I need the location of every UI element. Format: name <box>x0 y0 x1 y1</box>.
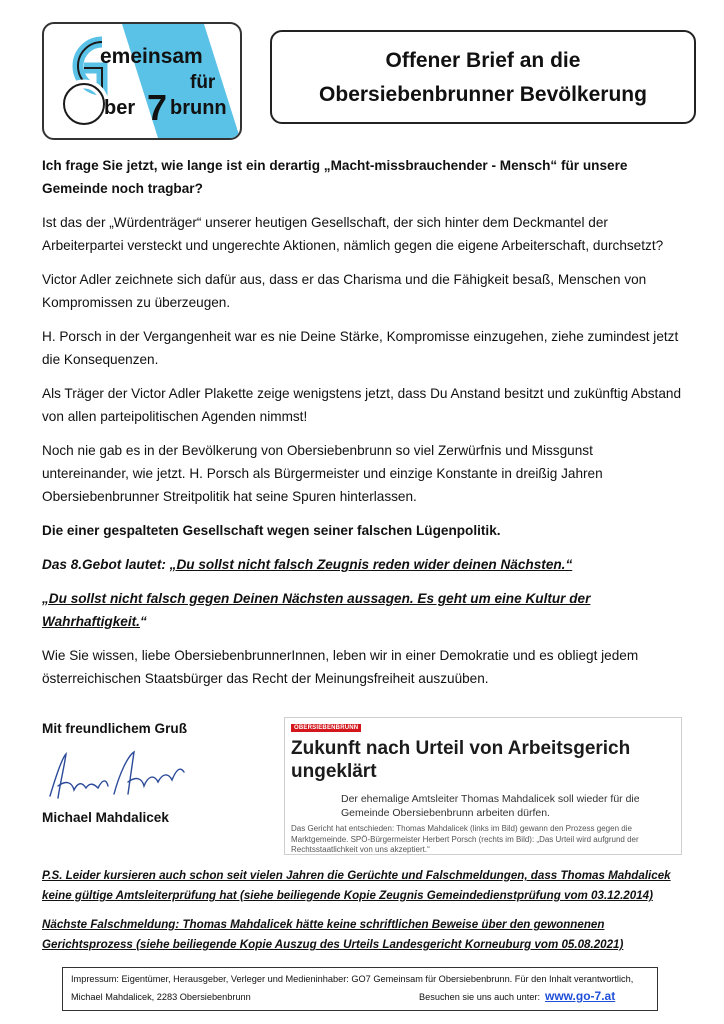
news-lead: Der ehemalige Amtsleiter Thomas Mahdalicek soll wieder für die Gemeinde Obersiebenbrunn arbeiten dürfen. <box>341 793 640 819</box>
signature-stroke-second <box>114 752 184 794</box>
paragraph-plakette: Als Träger der Victor Adler Plakette zeige wenigstens jetzt, dass Du Anstand besitzt und zukünftig Abstand von allen parteipolitischen Agenden nimmst! <box>42 386 682 424</box>
paragraph-demokratie: Wie Sie wissen, liebe ObersiebenbrunnerInnen, leben wir in einer Demokratie und es obliegt jedem österreichischen Staatsbürger das Recht der Meinungsfreiheit auszuüben. <box>42 648 639 686</box>
letter-body <box>42 154 682 701</box>
handwritten-signature <box>42 746 192 809</box>
paragraph-wahrhaftigkeit <box>42 587 682 633</box>
logo-blue-band <box>122 24 240 138</box>
logo-word-brunn: brunn <box>170 97 227 119</box>
wahrhaftigkeit-quote: „Du sollst nicht falsch gegen Deinen Nächsten aussagen. Es geht um eine Kultur der Wahrhaftigkeit. <box>42 591 591 629</box>
news-headline: Zukunft nach Urteil von Arbeitsgerich ungeklärt <box>291 738 631 782</box>
gebot-quote: „Du sollst nicht falsch Zeugnis reden wider deinen Nächsten.“ <box>169 557 573 572</box>
paragraph-porsch-kompromisse: H. Porsch in der Vergangenheit war es nie Deine Stärke, Kompromisse einzugehen, ziehe zumindest jetzt die Konsequenzen. <box>42 329 679 367</box>
paragraph-question: Ich frage Sie jetzt, wie lange ist ein derartig „Macht-missbrauchender - Mensch“ für unsere Gemeinde noch tragbar? <box>42 158 628 196</box>
paragraph-victor-adler: Victor Adler zeichnete sich dafür aus, dass er das Charisma und die Fähigkeit besaß, Menschen von Kompromissen zu überzeugen. <box>42 272 647 310</box>
title-line-2: Obersiebenbrunner Bevölkerung <box>319 83 647 106</box>
paragraph-zerwuerfnis: Noch nie gab es in der Bevölkerung von Obersiebenbrunn so viel Zerwürfnis und Missgunst untereinander, wie jetzt. H. Porsch als Bürgermeister und einzige Konstante in dreißig Jahren Obersiebenbrunner Streitpolitik hat seine Spuren hinterlassen. <box>42 443 603 504</box>
news-caption: Das Gericht hat entschieden: Thomas Mahdalicek (links im Bild) gewann den Prozess gegen die Marktgemeinde. SPÖ-Bürgermeister Herbert Porsch (rechts im Bild): „Das Urteil wird aufgrund der Rechtsstaatlichkeit von uns akzeptiert.“ <box>291 824 639 854</box>
impressum-line-1: Impressum: Eigentümer, Herausgeber, Verleger und Medieninhaber: GO7 Gemeinsam für Obersiebenbrunn. Für den Inhalt verantwortlich, <box>71 974 634 984</box>
impressum-address: Michael Mahdalicek, 2283 Obersiebenbrunn <box>71 992 251 1002</box>
greeting: Mit freundlichem Gruß <box>42 721 188 736</box>
ps-note-amtsleiterpruefung: P.S. Leider kursieren auch schon seit vielen Jahren die Gerüchte und Falschmeldungen, dass Thomas Mahdalicek keine gültige Amtsleiterprüfung hat (siehe beiliegende Kopie Zeugnis Gemeindedienstprüfung vom 03.12.2014) <box>42 869 671 902</box>
logo-o-outline <box>64 84 104 124</box>
paragraph-gespaltene-gesellschaft: Die einer gespalteten Gesellschaft wegen seiner falschen Lügenpolitik. <box>42 523 501 538</box>
newspaper-clipping <box>284 717 682 855</box>
logo-word-gemeinsam: emeinsam <box>100 45 203 68</box>
title-box <box>270 30 696 124</box>
title-line-1: Offener Brief an die <box>385 49 581 72</box>
paragraph-achtes-gebot <box>42 553 682 576</box>
logo-digit-seven: 7 <box>147 87 168 128</box>
signature-stroke-first <box>50 754 108 798</box>
logo-word-fuer: für <box>190 72 216 93</box>
ps-note-gerichtsprozess: Nächste Falschmeldung: Thomas Mahdalicek hätte keine schriftlichen Beweise über den gewonnenen Gerichtsprozess (siehe beiliegende Kopie Auszug des Urteils Landesgericht Korneuburg vom 05.08.2021) <box>42 918 624 951</box>
impressum-footer <box>62 967 658 1011</box>
paragraph-wuerdentraeger: Ist das der „Würdenträger“ unserer heutigen Gesellschaft, der sich hinter dem Deckmantel der Arbeiterpartei versteckt und ungerechte Aktionen, nämlich gegen die eigene Arbeiterschaft, durchsetzt? <box>42 215 664 253</box>
visit-us-label: Besuchen sie uns auch unter: <box>419 992 541 1002</box>
news-region-tag: OBERSIEBENBRUNN <box>291 724 361 732</box>
gebot-prefix: Das 8.Gebot lautet: <box>42 557 170 572</box>
logo-word-ober: ber <box>104 97 136 119</box>
wahrhaftigkeit-end: “ <box>139 614 147 629</box>
website-link[interactable]: www.go-7.at <box>545 989 616 1003</box>
impressum-line-2-row <box>71 988 649 1006</box>
go7-logo <box>42 22 242 140</box>
signer-name: Michael Mahdalicek <box>42 810 169 825</box>
